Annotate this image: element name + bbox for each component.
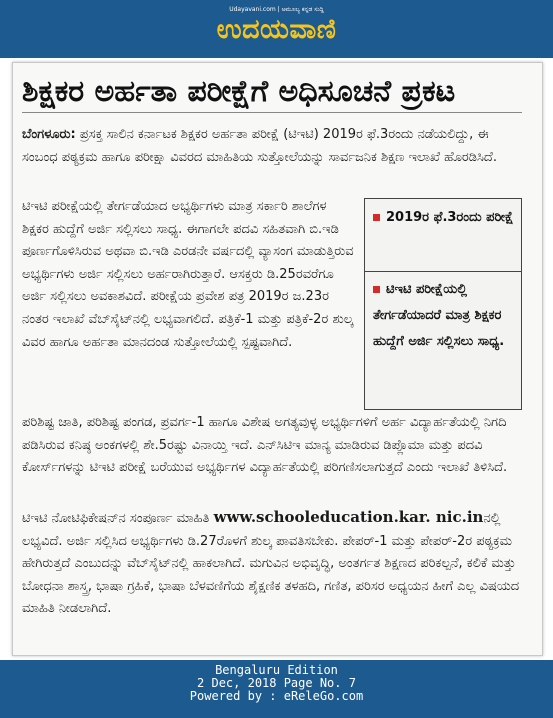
website-link: www.schooleducation.kar. nic.in bbox=[213, 508, 484, 526]
para4-rest: ನಲ್ಲಿ ಲಭ್ಯವಿದೆ. ಅರ್ಜಿ ಸಲ್ಲಿಸಿದ ಅಭ್ಯರ್ಥಿಗಳು ಡಿ.27ರೊಳಗೆ ಶುಲ್ಕ ಪಾವತಿಸಬೇಕು. ಪೇಪರ್-1 ಮತ್ತು ಪೇಪರ್-2ರ ಪಠ್ಯಕ್ರಮ ಹೇಗಿರುತ್ತದೆ ಎಂಬುದನ್ನು ವೆಬ್‌ಸೈಟ್‌ನಲ್ಲಿ ಹಾಕಲಾಗಿದೆ. ಮಗುವಿನ ಅಭಿವೃದ್ಧಿ, ಅಂತರ್ಗತ ಶಿಕ್ಷಣದ ಪರಿಕಲ್ಪನೆ, ಕಲಿಕೆ ಮತ್ತು ಬೋಧನಾ ಶಾಸ್ತ್ರ, ಭಾಷಾ ಗ್ರಹಿಕೆ, ಭಾಷಾ ಬೆಳವಣಿಗೆಯ ಶೈಕ್ಷಣಿಕ ತಳಹದಿ, ಗಣಿತ, ಪರಿಸರ ಅಧ್ಯಯನ ಹೀಗೆ ಎಲ್ಲ ವಿಷಯದ ಮಾಹಿತಿ ನೀಡಲಾಗಿದೆ. bbox=[22, 511, 520, 617]
dateline: ಬೆಂಗಳೂರು: bbox=[22, 127, 76, 142]
bullet-icon bbox=[373, 214, 380, 221]
site-tagline: Udayavani.com | ಅಮೂಲ್ಯ ಕನ್ನಡ ಸುದ್ದಿ bbox=[229, 6, 324, 13]
edition-date-page: 2 Dec, 2018 Page No. 7 bbox=[197, 676, 356, 690]
article-headline: ಶಿಕ್ಷಕರ ಅರ್ಹತಾ ಪರೀಕ್ಷೆಗೆ ಅಧಿಸೂಚನೆ ಪ್ರಕಟ bbox=[22, 72, 522, 113]
body-paragraph-4 bbox=[22, 506, 522, 646]
body-paragraph-3: ಪರಿಶಿಷ್ಟ ಜಾತಿ, ಪರಿಶಿಷ್ಟ ಪಂಗಡ, ಪ್ರವರ್ಗ-1 ಹಾಗೂ ವಿಶೇಷ ಅಗತ್ಯವುಳ್ಳ ಅಭ್ಯರ್ಥಿಗಳಿಗೆ ಅರ್ಹ ವಿದ್ಯಾರ್ಹತೆಯಲ್ಲಿ ನಿಗದಿ ಪಡಿಸಿರುವ ಕನಿಷ್ಠ ಅಂಕಗಳಲ್ಲಿ ಶೇ.5ರಷ್ಟು ವಿನಾಯ್ತಿ ಇದೆ. ಎನ್‌ಸಿಟಿಇ ಮಾನ್ಯ ಮಾಡಿರುವ ಡಿಪ್ಲೊಮಾ ಮತ್ತು ಪದವಿ ಕೋರ್ಸ್‌ಗಳನ್ನು ಟಿಇಟಿ ಪರೀಕ್ಷೆ ಬರೆಯುವ ಅಭ್ಯರ್ಥಿಗಳ ವಿದ್ಯಾರ್ಹತೆಯಲ್ಲಿ ಪರಿಗಣಿಸಲಾಗುತ್ತದೆ ಎಂದು ಇಲಾಖೆ ತಿಳಿಸಿದೆ. bbox=[22, 415, 508, 476]
bullet-icon bbox=[373, 286, 380, 293]
para4-lead: ಟಿಇಟಿ ನೋಟಿಫಿಕೇಷನ್‌ನ ಸಂಪೂರ್ಣ ಮಾಹಿತಿ bbox=[22, 511, 210, 526]
edition-footer bbox=[0, 660, 553, 718]
powered-by: Powered by : eReleGo.com bbox=[189, 689, 364, 703]
body-paragraph-2: ಟಿಇಟಿ ಪರೀಕ್ಷೆಯಲ್ಲಿ ತೇರ್ಗಡೆಯಾದ ಅಭ್ಯರ್ಥಿಗಳು ಮಾತ್ರ ಸರ್ಕಾರಿ ಶಾಲೆಗಳ ಶಿಕ್ಷಕರ ಹುದ್ದೆಗೆ ಅರ್ಜಿ ಸಲ್ಲಿಸಲು ಸಾಧ್ಯ. ಈಗಾಗಲೇ ಪದವಿ ಸಹಿತವಾಗಿ ಬಿ.ಇಡಿ ಪೂರ್ಣಗೊಳಿಸಿರುವ ಅಥವಾ ಬಿ.ಇಡಿ ಎರಡನೇ ವರ್ಷದಲ್ಲಿ ವ್ಯಾಸಂಗ ಮಾಡುತ್ತಿರುವ ಅಭ್ಯರ್ಥಿಗಳು ಅರ್ಜಿ ಸಲ್ಲಿಸಲು ಅರ್ಹರಾಗಿರುತ್ತಾರೆ. ಆಸಕ್ತರು ಡಿ.25ರವರೆಗೂ ಅರ್ಜಿ ಸಲ್ಲಿಸಲು ಅವಕಾಶವಿದೆ. ಪರೀಕ್ಷೆಯ ಪ್ರವೇಶ ಪತ್ರ 2019ರ ಜ.23ರ ನಂತರ ಇಲಾಖೆ ವೆಬ್‌ಸೈಟ್‌ನಲ್ಲಿ ಲಭ್ಯವಾಗಲಿದೆ. ಪತ್ರಿಕೆ-1 ಮತ್ತು ಪತ್ರಿಕೆ-2ರ ಶುಲ್ಕ ವಿವರ ಹಾಗೂ ಅರ್ಹತಾ ಮಾನದಂಡ ಸುತ್ತೋಲೆಯಲ್ಲಿ ಸ್ಪಷ್ಟವಾಗಿದೆ. bbox=[22, 199, 354, 350]
edition-name: Bengaluru Edition bbox=[215, 663, 338, 677]
newspaper-logo: ಉದಯವಾಣಿ bbox=[216, 14, 337, 45]
intro-text: ಪ್ರಸಕ್ತ ಸಾಲಿನ ಕರ್ನಾಟಕ ಶಿಕ್ಷಕರ ಅರ್ಹತಾ ಪರೀಕ್ಷೆ (ಟಿಇಟಿ) 2019ರ ಫೆ.3ರಂದು ನಡೆಯಲಿದ್ದು, ಈ ಸಂಬಂಧ ಪಠ್ಯಕ್ರಮ ಹಾಗೂ ಪರೀಕ್ಷಾ ವಿವರದ ಮಾಹಿತಿಯ ಸುತ್ತೋಲೆಯನ್ನು ಸಾರ್ವಜನಿಕ ಶಿಕ್ಷಣ ಇಲಾಖೆ ಹೊರಡಿಸಿದೆ. bbox=[22, 127, 497, 165]
highlight-item: ಟಿಇಟಿ ಪರೀಕ್ಷೆಯಲ್ಲಿ ತೇರ್ಗಡೆಯಾದರೆ ಮಾತ್ರ ಶಿಕ್ಷಕರ ಹುದ್ದೆಗೆ ಅರ್ಜಿ ಸಲ್ಲಿಸಲು ಸಾಧ್ಯ. bbox=[373, 282, 505, 349]
divider bbox=[365, 271, 521, 272]
highlight-item: 2019ರ ಫೆ.3ರಂದು ಪರೀಕ್ಷೆ bbox=[373, 205, 515, 231]
highlights-box bbox=[364, 198, 522, 410]
masthead bbox=[0, 0, 553, 58]
intro-paragraph bbox=[22, 124, 522, 192]
